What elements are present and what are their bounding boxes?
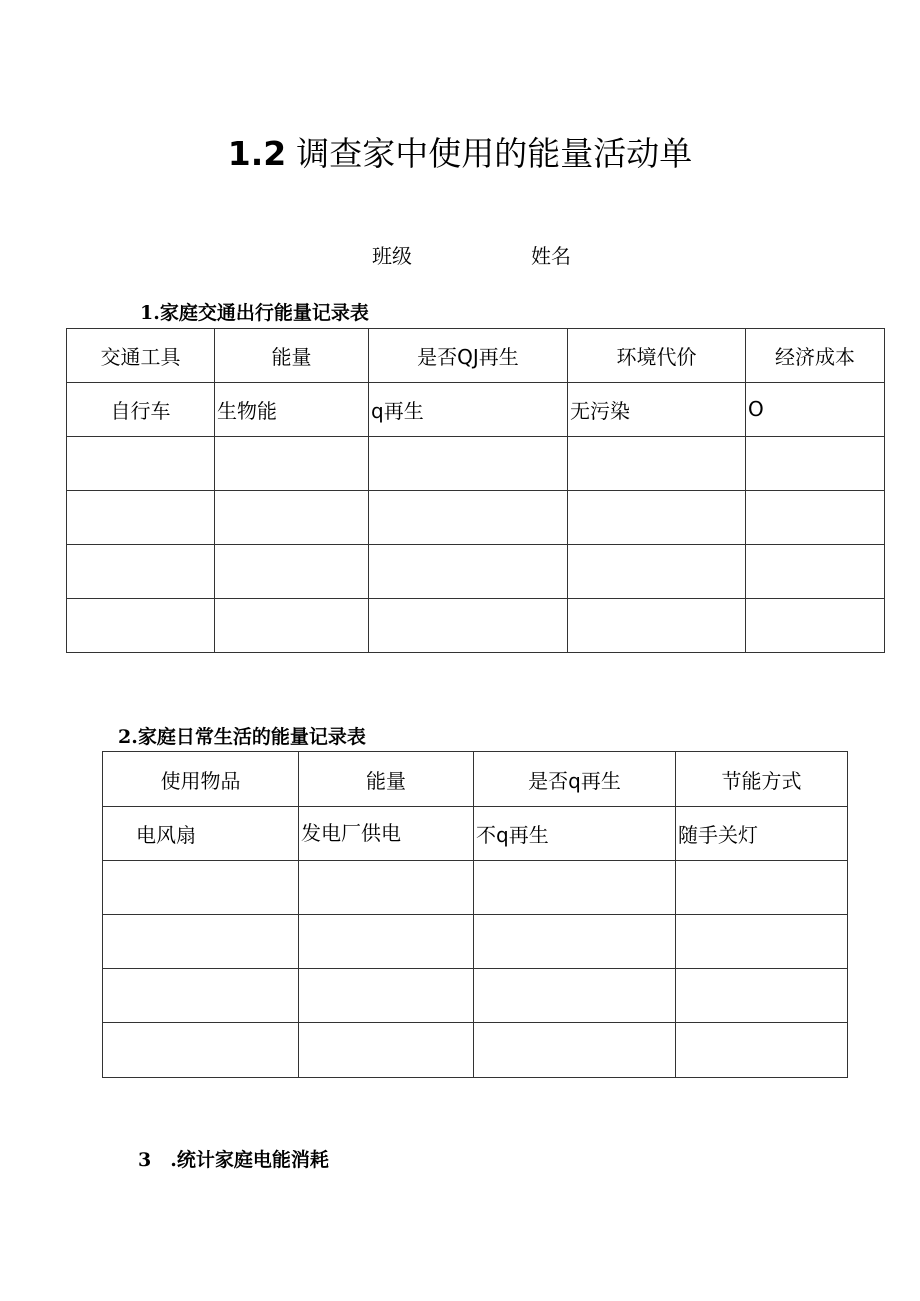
table-cell[interactable] xyxy=(67,491,215,545)
column-header: 是否q再生 xyxy=(474,752,676,807)
table-cell[interactable]: 无污染 xyxy=(568,383,746,437)
table-cell[interactable] xyxy=(67,437,215,491)
column-header: 环境代价 xyxy=(568,329,746,383)
table-row xyxy=(103,969,848,1023)
table-cell[interactable] xyxy=(369,545,568,599)
table-row xyxy=(103,1023,848,1078)
table-cell[interactable]: 生物能 xyxy=(215,383,369,437)
column-header: 交通工具 xyxy=(67,329,215,383)
table-cell[interactable] xyxy=(676,969,848,1023)
table-cell[interactable] xyxy=(67,599,215,653)
column-header: 能量 xyxy=(299,752,474,807)
table-cell[interactable]: 随手关灯 xyxy=(676,807,848,861)
table-cell[interactable] xyxy=(67,545,215,599)
table-cell[interactable] xyxy=(676,1023,848,1078)
section2-heading: 2.家庭日常生活的能量记录表 xyxy=(118,726,366,748)
table-cell[interactable] xyxy=(299,915,474,969)
daily-life-energy-table xyxy=(102,751,848,1078)
title-text: 调查家中使用的能量活动单 xyxy=(296,134,693,173)
table-cell[interactable] xyxy=(474,915,676,969)
name-label: 姓名 xyxy=(531,244,571,268)
table-cell[interactable] xyxy=(568,545,746,599)
table-cell[interactable] xyxy=(568,491,746,545)
table-cell[interactable]: 电风扇 xyxy=(103,807,299,861)
table-cell[interactable] xyxy=(299,1023,474,1078)
table-cell[interactable] xyxy=(103,1023,299,1078)
table-row xyxy=(67,383,885,437)
table-cell[interactable] xyxy=(568,437,746,491)
section1-heading: 1.家庭交通出行能量记录表 xyxy=(140,302,369,324)
table-cell[interactable] xyxy=(103,969,299,1023)
title-number: 1.2 xyxy=(227,134,287,173)
table-cell[interactable] xyxy=(215,545,369,599)
table-cell[interactable] xyxy=(676,861,848,915)
column-header: 使用物品 xyxy=(103,752,299,807)
table-cell[interactable]: 自行车 xyxy=(67,383,215,437)
table-cell[interactable] xyxy=(369,491,568,545)
column-header: 经济成本 xyxy=(746,329,885,383)
column-header: 节能方式 xyxy=(676,752,848,807)
table-cell[interactable] xyxy=(369,599,568,653)
column-header: 能量 xyxy=(215,329,369,383)
section3-heading: 3 .统计家庭电能消耗 xyxy=(138,1149,329,1171)
table-row xyxy=(103,915,848,969)
table-cell[interactable] xyxy=(746,437,885,491)
table-header-row xyxy=(67,329,885,383)
table-cell[interactable]: 不q再生 xyxy=(474,807,676,861)
table-cell[interactable] xyxy=(746,491,885,545)
table-cell[interactable]: q再生 xyxy=(369,383,568,437)
table-header-row xyxy=(103,752,848,807)
table-cell[interactable] xyxy=(746,599,885,653)
table-cell[interactable] xyxy=(215,437,369,491)
table-cell[interactable] xyxy=(103,861,299,915)
table-row xyxy=(67,437,885,491)
class-label: 班级 xyxy=(372,244,412,268)
table-cell[interactable]: 发电厂供电 xyxy=(299,807,474,861)
table-cell[interactable] xyxy=(568,599,746,653)
table-cell[interactable] xyxy=(299,969,474,1023)
page-title xyxy=(0,128,920,175)
table-cell[interactable] xyxy=(474,1023,676,1078)
table-cell[interactable] xyxy=(369,437,568,491)
table-cell[interactable] xyxy=(299,861,474,915)
table-cell[interactable] xyxy=(676,915,848,969)
table-cell[interactable]: O xyxy=(746,383,885,437)
table-cell[interactable] xyxy=(746,545,885,599)
table-cell[interactable] xyxy=(103,915,299,969)
table-row xyxy=(103,807,848,861)
table-cell[interactable] xyxy=(215,599,369,653)
table-row xyxy=(67,491,885,545)
table-row xyxy=(67,545,885,599)
column-header: 是否QJ再生 xyxy=(369,329,568,383)
table-cell[interactable] xyxy=(474,861,676,915)
transport-energy-table xyxy=(66,328,885,653)
table-cell[interactable] xyxy=(215,491,369,545)
table-row xyxy=(103,861,848,915)
table-row xyxy=(67,599,885,653)
table-cell[interactable] xyxy=(474,969,676,1023)
